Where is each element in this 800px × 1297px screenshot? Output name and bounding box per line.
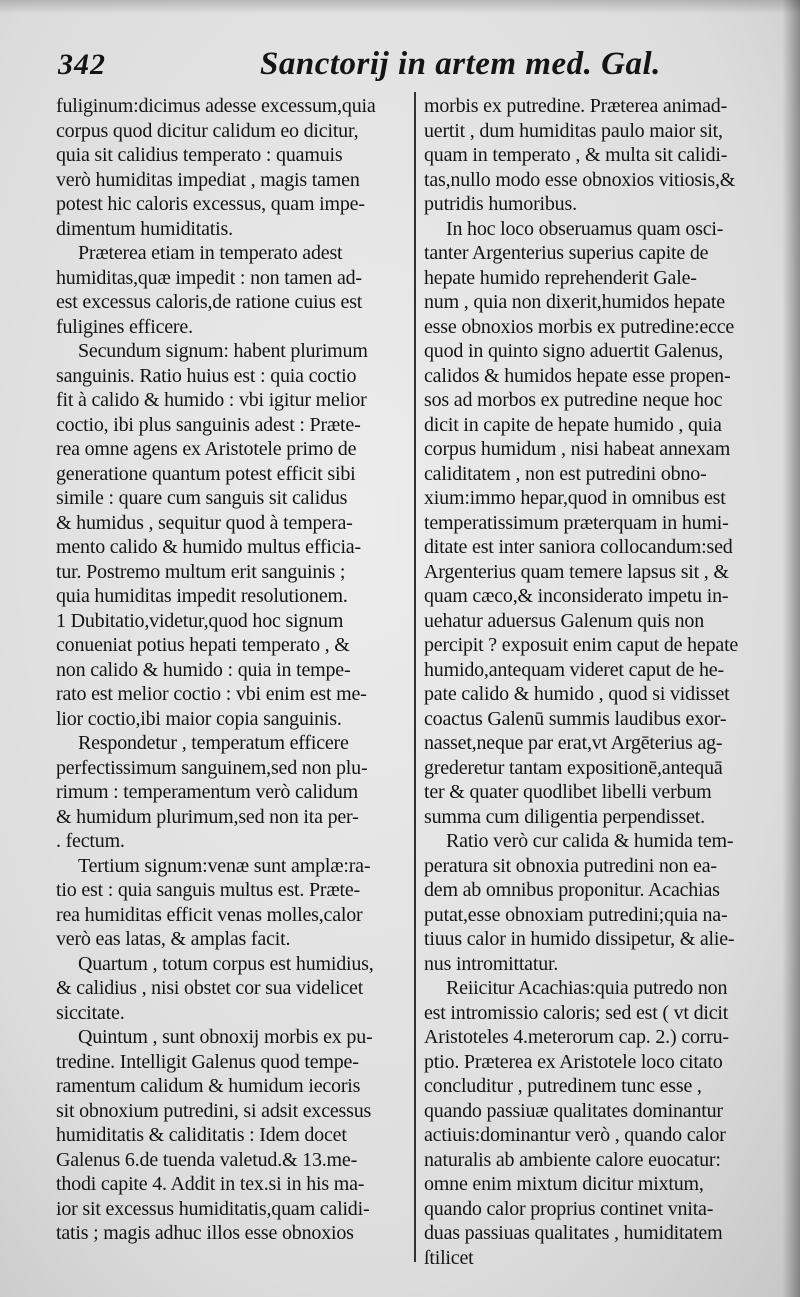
text-line: hepate humido reprehenderit Gale- [424,266,697,289]
text-line: lior coctio,ibi maior copia sanguinis. [56,707,342,730]
text-line: duas passiuas qualitates , humiditatem [424,1222,723,1244]
text-line: rea omne agens ex Aristotele primo de [56,438,357,460]
text-line: conueniat potius hepati temperato , & [56,634,350,656]
page-edge-shadow [782,0,800,1297]
text-line: generatione quantum potest efficit sibi [56,462,356,485]
text-line: sanguinis. Ratio huius est : quia coctio [56,364,357,387]
text-line: caliditatem , non est putredini obno- [424,462,707,485]
text-line: tredine. Intelligit Galenus quod tempe- [56,1050,359,1073]
text-line: temperatissimum præterquam in humi- [424,511,729,534]
text-line: verò humiditas impediat , magis tamen [56,168,360,191]
text-line: putat,esse obnoxiam putredini;quia na- [424,903,728,926]
text-line: quando passiuæ qualitates dominantur [424,1099,723,1122]
text-line: siccitate. [56,1001,125,1024]
text-line: In hoc loco obseruamus quam osci- [446,217,724,240]
text-line: humiditas,quæ impedit : non tamen ad- [56,266,362,289]
text-line: Argenterius quam temere lapsus sit , & [424,560,729,583]
text-line: ramentum calidum & humidum iecoris [56,1075,361,1097]
text-line: quam cæco,& inconsiderato impetu in- [424,585,729,607]
text-line: & calidius , nisi obstet cor sua videlicet [56,977,364,999]
text-line: tur. Postremo multum erit sanguinis ; [56,560,346,583]
text-line: corpus quod dicitur calidum eo dicitur, [56,119,359,142]
text-line: uertit , dum humiditas paulo maior sit, [424,119,723,142]
text-line: ditate est inter saniora collocandum:sed [424,536,733,558]
text-line: percipit ? exposuit enim caput de hepate [424,634,739,656]
text-line: ter & quater quodlibet libelli verbum [424,781,712,803]
text-line: rimum : temperamentum verò calidum [56,781,358,803]
text-line: omne enim mixtum dicitur mixtum, [424,1173,704,1195]
text-line: num , quia non dixerit,humidos hepate [424,291,725,313]
text-line: est excessus caloris,de ratione cuius est [56,291,363,313]
text-line: Galenus 6.de tuenda valetud.& 13.me- [56,1148,358,1171]
text-line: dimentum humiditatis. [56,217,233,240]
text-line: coctio, ibi plus sanguinis adest : Præte- [56,413,361,436]
text-line: tanter Argenterius superius capite de [424,242,709,264]
right-column [424,94,786,1270]
text-line: tatis ; magis adhuc illos esse obnoxios [56,1222,354,1244]
text-line: Quintum , sunt obnoxij morbis ex pu- [78,1026,373,1048]
text-line: corpus humidum , nisi habeat annexam [424,438,731,460]
text-line: rea humiditas efficit venas molles,calor [56,903,363,926]
text-line: & humidus , sequitur quod à tempera- [56,511,353,534]
text-line: uehatur aduersus Galenum quis non [424,609,705,632]
text-line: ptio. Præterea ex Aristotele loco citato [424,1050,723,1073]
text-line: tiuus calor in humido dissipetur, & alie- [424,928,735,950]
text-line: esse obnoxios morbis ex putredine:ecce [424,315,735,338]
text-line: humido,antequam videret caput de he- [424,658,724,681]
text-line: naturalis ab ambiente calore euocatur: [424,1148,721,1171]
text-line: Quartum , totum corpus est humidius, [78,952,374,975]
text-line: ſtilicet [424,1246,474,1269]
text-line: calidos & humidos hepate esse propen- [424,364,731,387]
text-line: Secundum signum: habent plurimum [78,340,368,362]
text-line: quia humiditas impedit resolutionem. [56,585,348,607]
text-line: tas,nullo modo esse obnoxios vitiosis,& [424,168,736,191]
text-line: grederetur tantam expositionē,antequā [424,756,723,779]
column-divider [414,92,416,1262]
text-line: xium:immo hepar,quod in omnibus est [424,487,726,509]
text-line: fuliginum:dicimus adesse excessum,quia [56,95,376,117]
text-line: Præterea etiam in temperato adest [78,242,343,264]
text-line: concluditur , putredinem tunc esse , [424,1075,702,1097]
text-line: 1 Dubitatio,videtur,quod hoc signum [56,609,344,632]
text-line: fuligines efficere. [56,315,193,338]
text-line: simile : quare cum sanguis sit calidus [56,487,348,509]
text-line: Aristoteles 4.meterorum cap. 2.) corru- [424,1026,729,1048]
text-line: est intromissio caloris; sed est ( vt dicit [424,1001,729,1024]
text-line: dem ab omnibus proponitur. Acachias [424,879,720,901]
text-line: & humidum plurimum,sed non ita per- [56,805,359,828]
text-line: peratura sit obnoxia putredini non ea- [424,854,717,877]
left-column [56,94,408,1246]
text-line: sos ad morbos ex putredine neque hoc [424,389,723,411]
text-line: . fectum. [56,830,125,852]
text-line: quia sit calidius temperato : quamuis [56,144,343,166]
text-line: sit obnoxium putredini, si adsit excessus [56,1099,372,1122]
text-line: tio est : quia sanguis multus est. Præte- [56,879,361,901]
text-line: fit à calido & humido : vbi igitur melior [56,389,367,411]
text-line: ior sit excessus humiditatis,quam calidi- [56,1197,370,1220]
text-line: actiuis:dominantur verò , quando calor [424,1124,726,1146]
text-line: summa cum diligentia perpendisset. [424,805,705,828]
text-line: quando calor proprius continet vnita- [424,1197,714,1220]
text-line: Reiicitur Acachias:quia putredo non [446,977,728,999]
text-line: nasset,neque par erat,vt Argēterius ag- [424,732,723,754]
text-line: perfectissimum sanguinem,sed non plu- [56,756,368,779]
text-line: mento calido & humido multus efficia- [56,536,361,558]
running-title: Sanctorij in artem med. Gal. [260,46,661,82]
text-line: morbis ex putredine. Præterea animad- [424,95,728,117]
text-line: thodi capite 4. Addit in tex.si in his ma- [56,1173,365,1195]
page-top-shadow [0,0,800,14]
text-line: Ratio verò cur calida & humida tem- [446,830,734,852]
page-number: 342 [58,48,106,81]
text-line: potest hic caloris excessus, quam impe- [56,193,365,215]
text-line: humiditatis & caliditatis : Idem docet [56,1124,347,1146]
text-line: Respondetur , temperatum efficere [78,732,349,754]
text-line: rato est melior coctio : vbi enim est me- [56,683,367,705]
text-line: quod in quinto signo aduertit Galenus, [424,340,724,362]
text-line: dicit in capite de hepate humido , quia [424,413,722,436]
text-line: verò eas latas, & amplas facit. [56,928,291,950]
text-line: putridis humoribus. [424,193,577,215]
page-header [58,44,758,88]
text-line: nus intromittatur. [424,952,559,975]
text-line: non calido & humido : quia in tempe- [56,658,351,681]
text-line: pate calido & humido , quod si vidisset [424,683,730,705]
text-line: coactus Galenū summis laudibus exor- [424,707,727,730]
text-line: quam in temperato , & multa sit calidi- [424,144,728,166]
text-line: Tertium signum:venæ sunt amplæ:ra- [78,854,371,877]
